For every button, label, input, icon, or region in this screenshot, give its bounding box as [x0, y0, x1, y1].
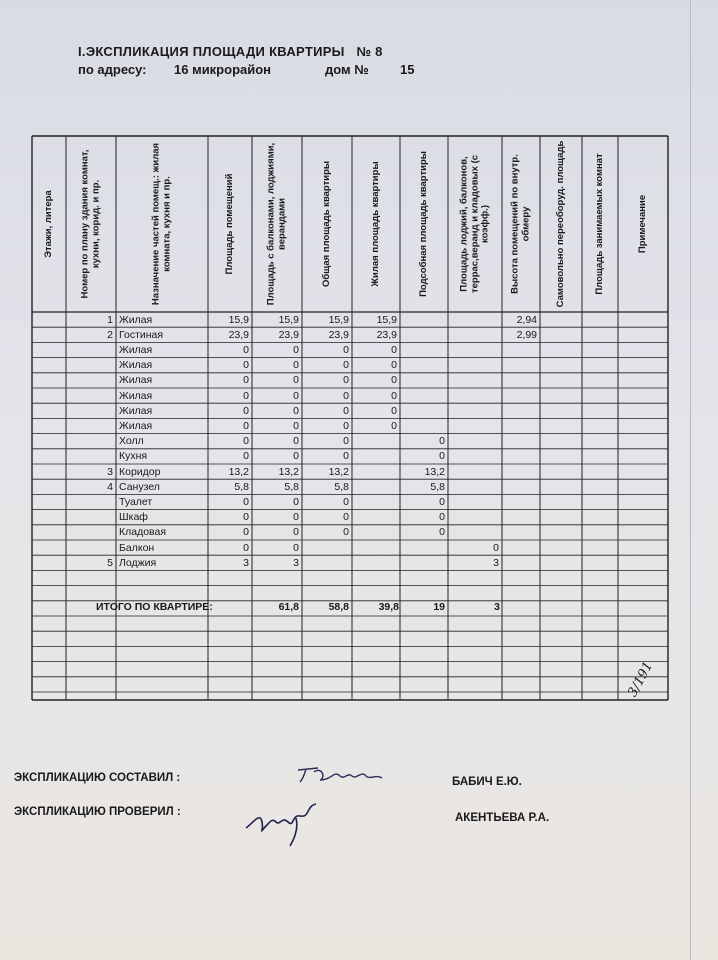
cell-name: Санузел	[119, 480, 160, 493]
cell-area: 23,9	[228, 328, 249, 341]
address-line: по адресу: 16 микрорайон дом № 15	[78, 62, 415, 77]
cell-aux: 5,8	[430, 480, 445, 493]
total-balc: 61,8	[278, 601, 299, 613]
cell-aux	[401, 541, 445, 555]
cell-living: 0	[391, 374, 397, 387]
cell-num	[67, 419, 113, 433]
cell-num	[67, 525, 113, 539]
cell-balc: 0	[293, 389, 299, 402]
cell-total: 0	[343, 374, 349, 387]
cell-height	[503, 373, 537, 387]
cell-height	[503, 358, 537, 372]
column-header: Этажи, литера	[42, 190, 54, 258]
cell-height	[503, 480, 537, 494]
cell-num: 5	[107, 556, 113, 569]
document-title: I.ЭКСПЛИКАЦИЯ ПЛОЩАДИ КВАРТИРЫ № 8	[78, 44, 383, 59]
cell-num	[67, 495, 113, 509]
total-loggia: 3	[494, 601, 500, 613]
cell-name: Кухня	[119, 450, 148, 463]
cell-num	[67, 358, 113, 372]
checked-name: АКЕНТЬЕВА Р.А.	[455, 812, 550, 824]
cell-total: 23,9	[328, 328, 349, 341]
column-header: Высота помещений по внутр. обмеру	[509, 154, 531, 294]
cell-loggia	[449, 480, 499, 494]
cell-aux: 0	[439, 435, 445, 448]
checked-label: ЭКСПЛИКАЦИЮ ПРОВЕРИЛ :	[14, 806, 181, 818]
cell-num: 1	[107, 313, 113, 326]
cell-balc: 0	[293, 374, 299, 387]
cell-total: 0	[343, 389, 349, 402]
cell-name: Жилая	[119, 359, 153, 372]
checker-signature	[240, 792, 330, 852]
cell-balc: 0	[293, 450, 299, 463]
cell-living	[353, 434, 397, 448]
cell-num	[67, 434, 113, 448]
cell-total: 15,9	[328, 313, 349, 326]
cell-living: 0	[391, 404, 397, 417]
cell-loggia	[449, 434, 499, 448]
cell-balc: 0	[293, 526, 299, 539]
cell-loggia	[449, 343, 499, 357]
cell-total: 0	[343, 526, 349, 539]
column-header: Номер по плану здания комнат, кухни, корид. и пр.	[79, 149, 101, 299]
cell-balc: 13,2	[278, 465, 299, 478]
cell-aux	[401, 328, 445, 342]
cell-living	[353, 510, 397, 524]
cell-living	[353, 556, 397, 570]
cell-living: 0	[391, 359, 397, 372]
cell-loggia	[449, 358, 499, 372]
cell-name: Жилая	[119, 389, 153, 402]
cell-total: 0	[343, 404, 349, 417]
cell-total	[303, 541, 349, 555]
cell-area: 13,2	[228, 465, 249, 478]
column-header: Примечание	[636, 194, 648, 254]
cell-aux: 0	[439, 496, 445, 508]
cell-height	[503, 541, 537, 555]
cell-loggia	[449, 510, 499, 524]
cell-living	[353, 480, 397, 494]
cell-name: Жилая	[119, 420, 153, 432]
cell-area: 0	[243, 389, 249, 402]
cell-aux	[401, 389, 445, 403]
cell-name: Балкон	[119, 541, 155, 554]
cell-aux: 13,2	[424, 465, 445, 478]
cell-name: Кладовая	[119, 526, 167, 539]
cell-loggia	[449, 328, 499, 342]
column-header: Подсобная площадь квартиры	[417, 151, 429, 297]
cell-area: 15,9	[228, 313, 249, 326]
cell-height	[503, 465, 537, 479]
column-header: Площадь занимаемых комнат	[593, 153, 605, 295]
cell-balc: 0	[293, 496, 299, 508]
cell-total: 0	[343, 450, 349, 463]
cell-loggia	[449, 373, 499, 387]
cell-num	[67, 510, 113, 524]
cell-name: Жилая	[119, 313, 153, 326]
cell-name: Гостиная	[119, 328, 164, 341]
cell-height	[503, 556, 537, 570]
cell-aux	[401, 373, 445, 387]
cell-balc: 0	[293, 359, 299, 372]
cell-aux	[401, 419, 445, 433]
cell-balc: 0	[293, 344, 299, 356]
cell-loggia: 0	[493, 541, 499, 554]
cell-aux	[401, 343, 445, 357]
cell-name: Жилая	[119, 374, 153, 387]
cell-total: 0	[343, 496, 349, 508]
cell-balc: 3	[293, 556, 299, 569]
column-header: Назначение частей помещ.: жилая комната, кухня и пр.	[150, 142, 172, 306]
cell-living: 0	[391, 389, 397, 402]
cell-num	[67, 389, 113, 403]
cell-name: Лоджия	[119, 556, 157, 569]
compiled-name: БАБИЧ Е.Ю.	[452, 776, 522, 788]
column-header: Площадь лоджий, балконов, террас,веранд и кладовых (с коэфф.)	[458, 154, 491, 294]
cell-num	[67, 343, 113, 357]
cell-aux	[401, 404, 445, 418]
column-header: Самовольно переоборуд. площадь	[554, 140, 566, 308]
cell-living: 0	[391, 344, 397, 356]
cell-area: 0	[243, 344, 249, 356]
cell-total: 0	[343, 359, 349, 372]
cell-total: 0	[343, 344, 349, 356]
cell-loggia	[449, 525, 499, 539]
cell-aux	[401, 556, 445, 570]
cell-living: 23,9	[376, 328, 397, 341]
cell-height	[503, 510, 537, 524]
cell-height	[503, 404, 537, 418]
cell-area: 0	[243, 496, 249, 508]
cell-loggia	[449, 313, 499, 327]
cell-aux: 0	[439, 450, 445, 463]
cell-height	[503, 389, 537, 403]
cell-living	[353, 495, 397, 509]
cell-area: 0	[243, 374, 249, 387]
cell-loggia	[449, 495, 499, 509]
cell-living: 15,9	[376, 313, 397, 326]
cell-area: 0	[243, 511, 249, 524]
column-header: Площадь помещений	[223, 173, 235, 275]
total-area: 58,8	[328, 601, 349, 613]
cell-balc: 15,9	[278, 313, 299, 326]
cell-num: 3	[107, 465, 113, 478]
column-header: Общая площадь квартиры	[320, 160, 332, 288]
total-living: 39,8	[378, 601, 399, 613]
cell-balc: 5,8	[284, 480, 299, 493]
cell-loggia	[449, 449, 499, 463]
cell-aux	[401, 313, 445, 327]
cell-name: Жилая	[119, 404, 153, 417]
cell-balc: 0	[293, 511, 299, 524]
column-header: Жилая площадь квартиры	[369, 161, 381, 287]
cell-aux: 0	[439, 526, 445, 539]
cell-total: 13,2	[328, 465, 349, 478]
cell-name: Коридор	[119, 465, 161, 478]
cell-area: 0	[243, 435, 249, 448]
cell-name: Туалет	[119, 496, 153, 508]
cell-total: 0	[343, 435, 349, 448]
cell-height	[503, 449, 537, 463]
cell-loggia	[449, 389, 499, 403]
cell-area: 5,8	[234, 480, 249, 493]
cell-loggia	[449, 465, 499, 479]
cell-total	[303, 556, 349, 570]
cell-num: 2	[107, 328, 113, 341]
cell-height	[503, 343, 537, 357]
cell-area: 0	[243, 359, 249, 372]
cell-loggia	[449, 404, 499, 418]
cell-num	[67, 541, 113, 555]
column-header: Площадь с балконами, лоджиями, верандами	[265, 142, 287, 306]
cell-height	[503, 525, 537, 539]
totals-label: ИТОГО ПО КВАРТИРЕ:	[96, 601, 213, 613]
cell-living: 0	[391, 420, 397, 432]
cell-height	[503, 419, 537, 433]
cell-area: 0	[243, 404, 249, 417]
cell-num: 4	[107, 480, 113, 493]
cell-balc: 0	[293, 404, 299, 417]
cell-area: 0	[243, 526, 249, 539]
cell-living	[353, 541, 397, 555]
cell-height	[503, 495, 537, 509]
cell-living	[353, 449, 397, 463]
cell-loggia	[449, 419, 499, 433]
cell-aux	[401, 358, 445, 372]
cell-living	[353, 465, 397, 479]
cell-balc: 0	[293, 435, 299, 448]
cell-aux: 0	[439, 511, 445, 524]
cell-area: 0	[243, 450, 249, 463]
cell-name: Жилая	[119, 344, 153, 356]
total-aux: 19	[433, 601, 445, 613]
cell-area: 3	[243, 556, 249, 569]
cell-loggia: 3	[493, 556, 499, 569]
cell-balc: 0	[293, 420, 299, 432]
compiler-signature	[292, 762, 392, 788]
cell-height: 2,94	[516, 313, 537, 326]
cell-living	[353, 525, 397, 539]
cell-name: Шкаф	[119, 511, 148, 524]
cell-balc: 0	[293, 541, 299, 554]
cell-num	[67, 373, 113, 387]
cell-num	[67, 449, 113, 463]
cell-height: 2,99	[516, 328, 537, 341]
cell-num	[67, 404, 113, 418]
cell-area: 0	[243, 420, 249, 432]
compiled-label: ЭКСПЛИКАЦИЮ СОСТАВИЛ :	[14, 772, 181, 784]
cell-name: Холл	[119, 435, 144, 448]
cell-total: 0	[343, 420, 349, 432]
page-number-mark: 3/191	[625, 659, 657, 700]
cell-area: 0	[243, 541, 249, 554]
cell-total: 5,8	[334, 480, 349, 493]
cell-balc: 23,9	[278, 328, 299, 341]
cell-height	[503, 434, 537, 448]
cell-total: 0	[343, 511, 349, 524]
